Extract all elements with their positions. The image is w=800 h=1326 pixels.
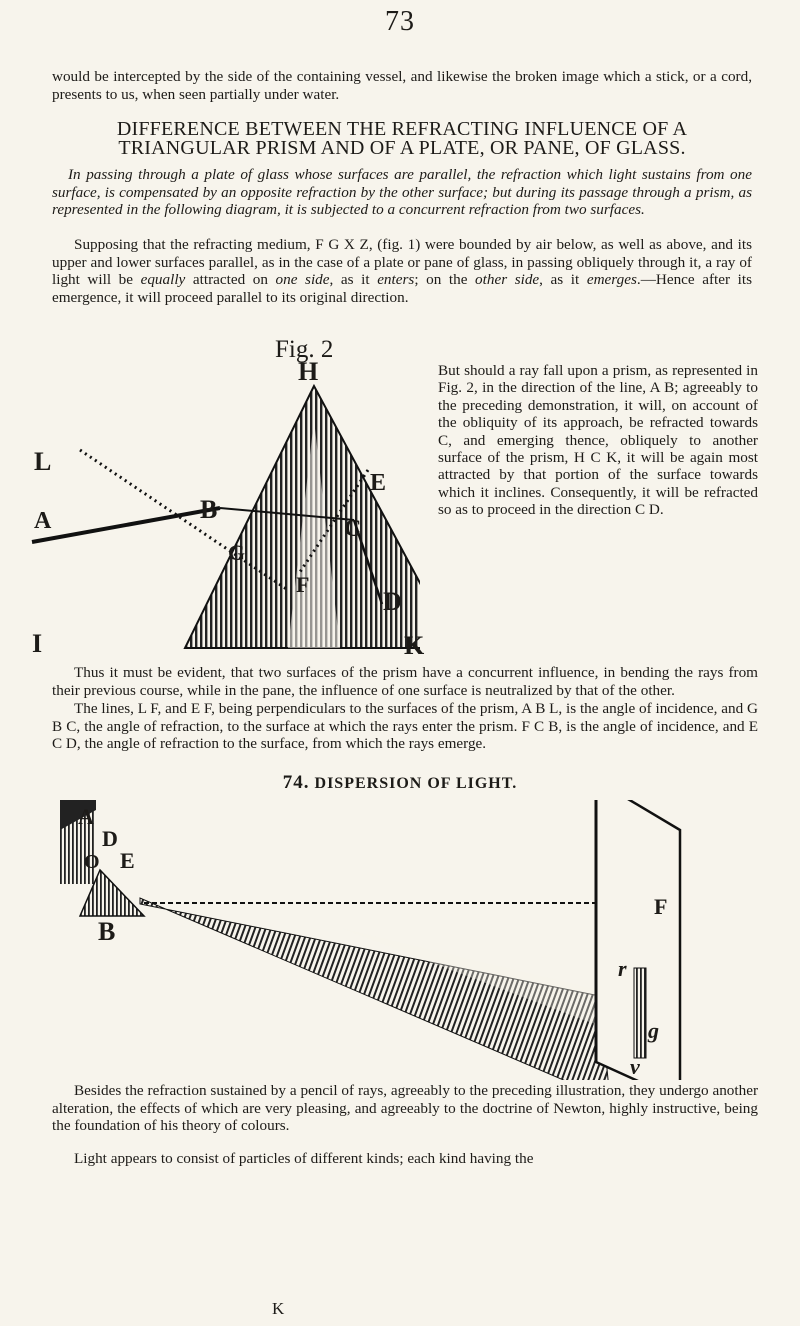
label-d: D <box>383 587 402 616</box>
label-c: C <box>344 516 362 542</box>
label-f: F <box>296 572 310 597</box>
section-heading <box>52 120 752 158</box>
heading-line-2: TRIANGULAR PRISM AND OF A PLATE, OR PANE, OF GLASS. <box>118 137 686 159</box>
paragraph-prism: But should a ray fall upon a prism, as represented in Fig. 2, in the direction of the line, A B; agreeably to the preceding demonstration, it will, on account of the obliquity of its approach, be refracted towards C, and emerging thence, obliquely to another surface of the prism, H C K, it will be again most attracted by that portion of the surface towards which it inclines. Consequently, it will be refracted so as to proceed in the direction C D. <box>438 362 758 519</box>
paragraph-plate: Supposing that the refracting medium, F G X Z, (fig. 1) were bounded by air below, as well as above, and its upper and lower surfaces parallel, as in the case of a plate or pane of glass, in passing obliquely through it, a ray of light will be equally attracted on one side, as it enters; on the other side, as it emerges.—Hence after its emergence, it will proceed parallel to its original direction. <box>52 236 753 306</box>
label-g: G <box>228 540 246 565</box>
label-a: A <box>34 508 52 534</box>
label-l: L <box>34 447 52 476</box>
prism-figure-k <box>402 624 442 664</box>
ray-ab <box>32 508 220 542</box>
dispersion-figure <box>40 800 760 1080</box>
spectrum <box>634 968 646 1058</box>
fig3-label-b: B <box>98 917 116 946</box>
fig3-label-v: v <box>630 1054 640 1079</box>
fig3-label-e: E <box>120 848 135 873</box>
label-b: B <box>200 495 218 524</box>
fig3-label-d: D <box>102 826 118 851</box>
fig3-label-a: A <box>78 804 94 829</box>
paragraph-angles: The lines, L F, and E F, being perpendiculars to the surfaces of the prism, A B L, is the angle of incidence, and G B C, the angle of refraction, to the surface at which the rays enter the prism. F C B, is the angle of incidence, and E C D, the angle of refraction to the surface, from which the rays emerge. <box>52 700 758 753</box>
summary-paragraph: In passing through a plate of glass whose surfaces are parallel, the refraction which light sustains from one surface, is compensated by an opposite refraction by the other surface; but during its passage through a prism, as represented in the following diagram, it is subjected to a concurrent refraction from two surfaces. <box>52 166 752 219</box>
fig3-label-g: g <box>648 1018 659 1043</box>
paragraph-light-particles: Light appears to consist of particles of different kinds; each kind having the <box>74 1150 534 1167</box>
figure-2-caption: Fig. 2 <box>275 336 334 363</box>
signature-mark: K <box>272 1299 285 1318</box>
label-h: H <box>298 360 319 386</box>
fig3-label-f: F <box>654 894 668 919</box>
paragraph-concurrent: Thus it must be evident, that two surfaces of the prism have a concurrent influence, in bending the rays from their previous course, while in the pane, the influence of one surface is neutralized by that of the other. <box>52 664 758 699</box>
fig3-label-o: O <box>84 851 100 873</box>
section-74-heading: 74. DISPERSION OF LIGHT. <box>282 772 518 793</box>
paragraph-dispersion: Besides the refraction sustained by a pencil of rays, agreeably to the preceding illustration, they undergo another alteration, the effects of which are very pleasing, and agreeably to the doctrine of Newton, highly instructive, being the foundation of his theory of colours. <box>52 1082 758 1135</box>
label-e: E <box>370 470 387 496</box>
intro-paragraph: would be intercepted by the side of the containing vessel, and likewise the broken image which a stick, or a cord, presents to us, when seen partially under water. <box>52 68 752 103</box>
prism-figure <box>20 360 420 655</box>
label-i: I <box>32 629 43 655</box>
heading-line-1: DIFFERENCE BETWEEN THE REFRACTING INFLUENCE OF A <box>116 118 688 140</box>
svg-text:K: K <box>404 631 425 660</box>
fig3-label-r: r <box>618 956 627 981</box>
page-number: 73 <box>385 6 415 37</box>
